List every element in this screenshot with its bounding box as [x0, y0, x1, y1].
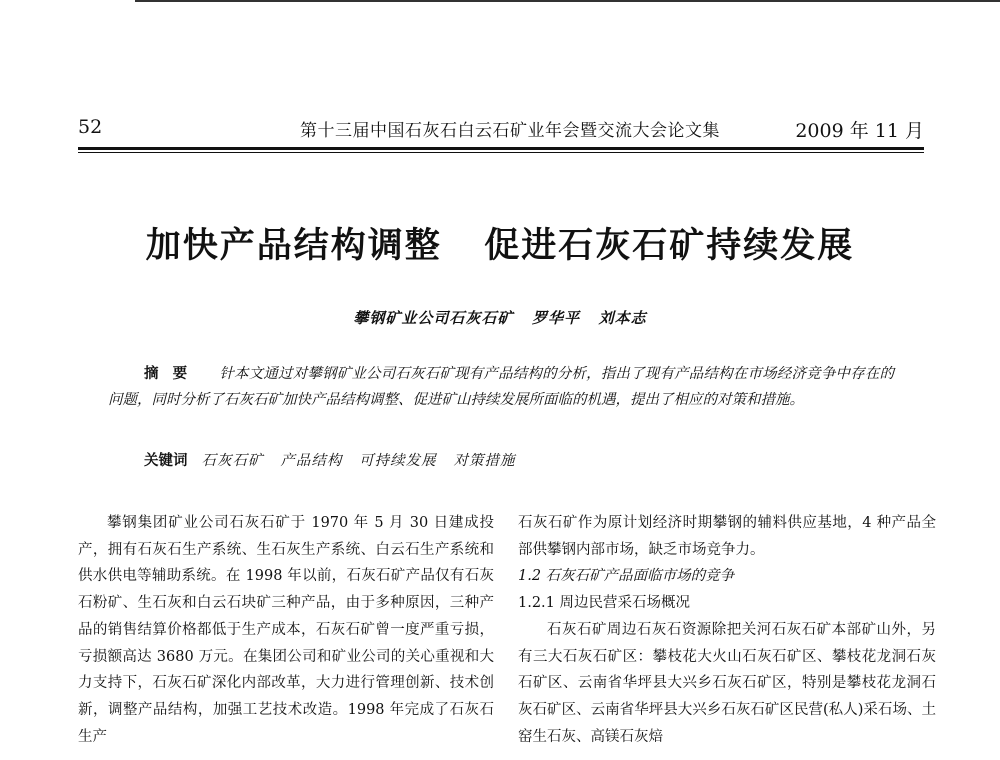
keywords-label: 关键词: [144, 452, 188, 469]
author-line: 攀钢矿业公司石灰石矿 罗华平 刘本志: [353, 309, 647, 327]
header-rule-thin: [78, 152, 924, 153]
abstract: [108, 361, 894, 413]
paper-title: 加快产品结构调整 促进石灰石矿持续发展: [145, 225, 855, 266]
page-number: 52: [78, 116, 103, 138]
abstract-label: 摘要: [144, 365, 202, 382]
publication-date: 2009 年 11 月: [795, 120, 924, 142]
body-paragraph: 石灰石矿周边石灰石资源除把关河石灰石矿本部矿山外，另有三大石灰石矿区：攀枝花大火山石灰石矿区、攀枝花龙洞石灰石矿区、云南省华坪县大兴乡石灰石矿区，特别是攀枝花龙洞石灰石矿区、云南省华坪县大兴乡石灰石矿区民营(私人)采石场、土窑生石灰、高镁石灰焙: [518, 621, 936, 745]
keywords-value: 石灰石矿 产品结构 可持续发展 对策措施: [201, 453, 516, 469]
header-rule: [78, 147, 924, 150]
journal-title: 第十三届中国石灰石白云石矿业年会暨交流大会论文集: [300, 121, 720, 141]
abstract-text: 针本文通过对攀钢矿业公司石灰石矿现有产品结构的分析，指出了现有产品结构在市场经济竞争中存在的问题，同时分析了石灰石矿加快产品结构调整、促进矿山持续发展所面临的机遇，提出了相应的对策和措施。: [108, 366, 894, 408]
section-heading-1-2-1: 1.2.1 周边民营采石场概况: [518, 595, 691, 612]
top-rule: [135, 0, 1000, 2]
section-heading-1-2: 1.2 石灰石矿产品面临市场的竞争: [518, 568, 735, 585]
body-column-right: [518, 510, 936, 750]
body-paragraph-continued: 石灰石矿作为原计划经济时期攀钢的辅料供应基地，4 种产品全部供攀钢内部市场，缺乏市场竞争力。: [518, 515, 936, 558]
keywords: [144, 449, 515, 470]
body-paragraph: 攀钢集团矿业公司石灰石矿于 1970 年 5 月 30 日建成投产，拥有石灰石生产系统、生石灰生产系统、白云石生产系统和供水供电等辅助系统。在 1998 年以前，石灰石矿产品仅有石灰石粉矿、生石灰和白云石块矿三种产品，由于多种原因，三种产品的销售结算价格都低于生产成本，石灰石矿曾一度严重亏损，亏损额高达 3680 万元。在集团公司和矿业公司的关心重视和大力支持下，石灰石矿深化内部改革，大力进行管理创新、技术创新，调整产品结构，加强工艺技术改造。1998 年完成了石灰石生产: [78, 515, 494, 745]
running-header: [78, 116, 924, 144]
body-column-left: [78, 510, 494, 750]
